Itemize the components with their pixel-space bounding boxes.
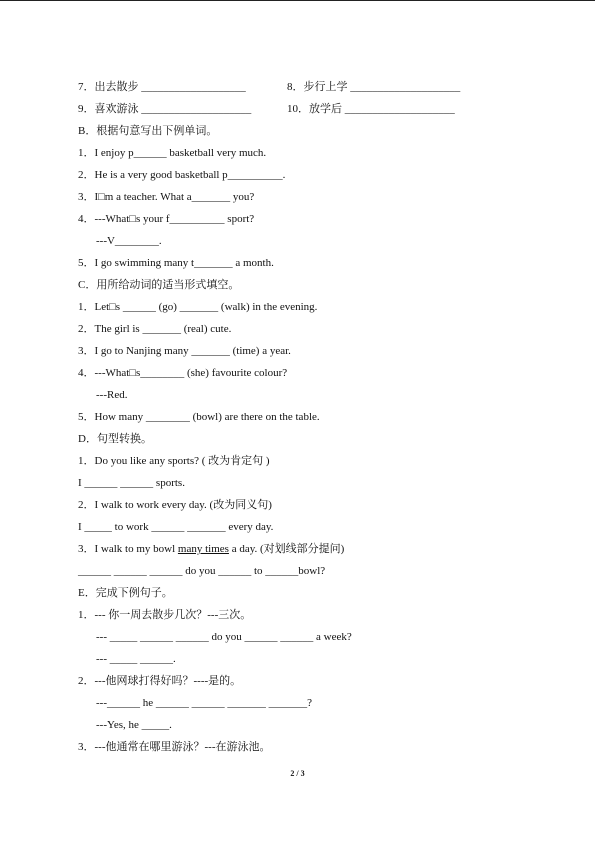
section-e-line-1-a: --- _____ ______. [96, 653, 176, 665]
section-d-line-3-answer: ______ ______ ______ do you ______ to ______bowl? [78, 565, 326, 577]
section-b-line-2: 2．He is a very good basketball p__________. [78, 169, 286, 181]
section-e-line-2: 2．---他网球打得好吗？----是的。 [78, 675, 242, 687]
section-d-line-2: 2．I walk to work every day. (改为同义句) [78, 499, 272, 511]
section-b-line-5: 5．I go swimming many t_______ a month. [78, 257, 274, 269]
section-c-line-1: 1．Let□s ______ (go) _______ (walk) in the evening. [78, 301, 318, 313]
section-d-line-3 [78, 542, 344, 556]
section-c-line-2: 2．The girl is _______ (real) cute. [78, 323, 232, 335]
section-c-line-4-answer: ---Red. [96, 389, 128, 401]
section-e-line-2-q: ---______ he ______ ______ _______ _______? [96, 697, 313, 709]
section-c-line-5: 5．How many ________ (bowl) are there on the table. [78, 411, 320, 423]
item-9: 9．喜欢游泳 ____________________ [78, 103, 252, 115]
section-d-line-3-underlined: many times [177, 543, 229, 555]
item-7: 7．出去散步 ___________________ [78, 81, 246, 93]
section-b-line-1: 1．I enjoy p______ basketball very much. [78, 147, 267, 159]
section-e-line-1-q: --- _____ ______ ______ do you ______ ______ a week? [96, 631, 352, 643]
item-8: 8．步行上学 ____________________ [287, 81, 461, 93]
section-b-line-3: 3．I□m a teacher. What a_______ you? [78, 191, 255, 203]
section-e-heading: E．完成下例句子。 [78, 587, 173, 599]
top-border-line [0, 0, 595, 1]
section-c-heading: C．用所给动词的适当形式填空。 [78, 279, 240, 291]
page-number: 2 / 3 [290, 769, 305, 778]
section-d-line-3-post: a day. (对划线部分提问) [228, 543, 345, 555]
section-b-line-4: 4．---What□s your f__________ sport? [78, 213, 255, 225]
section-d-heading: D．句型转换。 [78, 433, 152, 445]
section-d-line-1: 1．Do you like any sports? ( 改为肯定句 ) [78, 455, 270, 467]
section-b-line-4-answer: ---V________. [96, 235, 162, 247]
section-e-line-1: 1．--- 你一周去散步几次？---三次。 [78, 609, 252, 621]
section-e-line-2-a: ---Yes, he _____. [96, 719, 172, 731]
section-d-line-2-answer: I _____ to work ______ _______ every day. [78, 521, 274, 533]
section-d-line-3-pre: 3．I walk to my bowl [78, 543, 178, 555]
section-c-line-3: 3．I go to Nanjing many _______ (time) a year. [78, 345, 291, 357]
section-b-heading: B．根据句意写出下例单词。 [78, 125, 218, 137]
section-d-line-1-answer: I ______ ______ sports. [78, 477, 185, 489]
section-e-line-3: 3．---他通常在哪里游泳？---在游泳池。 [78, 741, 271, 753]
section-c-line-4: 4．---What□s________ (she) favourite colour? [78, 367, 288, 379]
item-10: 10．放学后 ____________________ [287, 103, 455, 115]
